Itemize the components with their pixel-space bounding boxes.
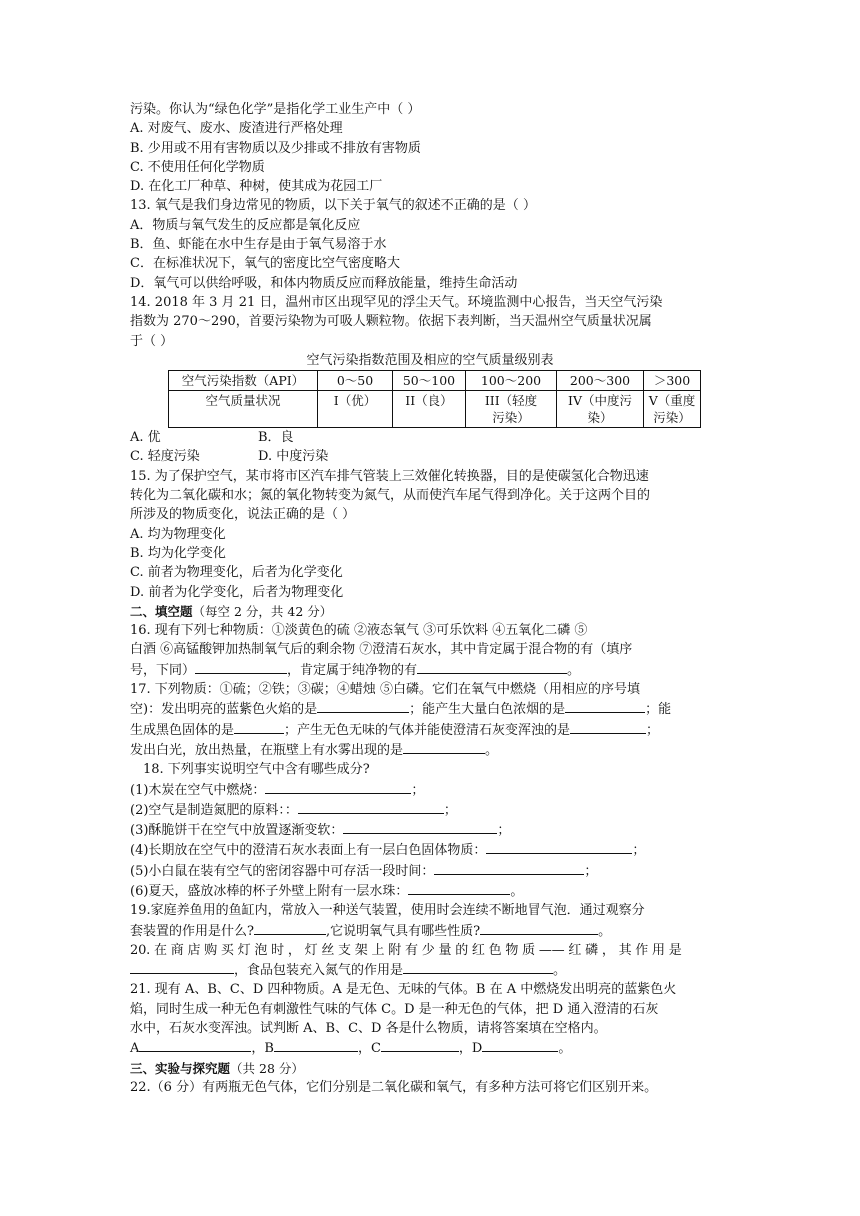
q21-label-a: A [130,1041,140,1057]
q17-blank-blue-flame[interactable] [317,699,409,713]
section-2-note: （每空 2 分，共 42 分） [192,603,333,619]
q20-text: 。 [553,963,567,979]
q17-line-1: 17. 下列物质：①硫；②铁；③碳；④蜡烛 ⑤白磷。它们在氧气中燃烧（用相应的序号填 [130,682,640,698]
cell-line: II（良） [405,393,453,409]
table-cell: 200～300 [557,371,644,391]
table-cell: 空气污染指数（API） [169,371,318,391]
q15-line-1: 15. 为了保护空气，某市将市区汽车排气管装上三效催化转换器，目的是使碳氢化合物迅速 [130,468,649,484]
q21-blank-b[interactable] [274,1038,358,1052]
q19-line-1: 19.家庭养鱼用的鱼缸内，常放入一种送气装置，使用时会连续不断地冒气泡．通过观察分 [130,903,645,919]
q21-end: 。 [558,1041,572,1057]
q18-item-text: (5)小白鼠在装有空气的密闭容器中可存活一段时间： [130,863,435,879]
q21-label-b: ，B [251,1041,274,1057]
q16-line-1: 16. 现有下列七种物质：①淡黄色的硫 ②液态氧气 ③可乐饮料 ④五氧化二磷 ⑤ [130,623,588,639]
q17-line-2 [130,699,730,719]
q14-option-c: C. 轻度污染 [130,449,200,465]
q17-text: ；产生无色无味的气体并能使澄清石灰变浑浊的是 [284,722,571,738]
q17-text: 发出白光，放出热量，在瓶壁上有水雾出现的是 [130,742,404,758]
q14-line-1: 14. 2018 年 3 月 21 日，温州市区出现罕见的浮尘天气。环境监测中心报告，当天空气污染 [130,294,663,310]
q18-item-end: ； [411,782,425,798]
q18-item-6 [130,881,730,901]
q18-item-end: ； [497,823,511,839]
table-cell [644,391,701,428]
q15-option-a: A. 均为物理变化 [130,526,226,542]
q12-option-d: D. 在化工厂种草、种树，使其成为花园工厂 [130,179,383,195]
q19-blank-property[interactable] [480,921,598,935]
table-cell [466,391,557,428]
q16-blank-pure[interactable] [417,660,567,674]
q17-text: 空)：发出明亮的蓝紫色火焰的是 [130,702,318,718]
q18-item-3 [130,820,730,840]
q16-blank-mixtures[interactable] [195,660,287,674]
q14-options-cd [130,447,730,466]
table-cell [318,391,393,428]
q18-item-text: (4)长期放在空气中的澄清石灰水表面上有一层白色固体物质： [130,843,487,859]
q18-item-text: (3)酥脆饼干在空气中放置逐渐变软： [130,823,344,839]
table-cell: 空气质量状况 [169,391,318,428]
q18-stem: 18. 下列事实说明空气中含有哪些成分? [143,762,370,778]
section-3-note: （共 28 分） [230,1060,304,1076]
q15-option-d: D. 前者为化学变化，后者为物理变化 [130,584,344,600]
cell-line: 污染） [653,410,691,426]
q16-text-b: ，肯定属于纯净物的有 [287,662,418,678]
api-table-header-row [169,371,701,391]
q18-item-end: ； [632,843,646,859]
q18-blank-3[interactable] [343,820,497,834]
q17-line-4 [130,740,730,760]
q21-label-d: ，D [458,1041,483,1057]
q14-line-3: 于（ ） [130,333,174,349]
q20-blank-nitrogen[interactable] [403,960,553,974]
q22-line-1: 22.（6 分）有两瓶无色气体，它们分别是二氧化碳和氧气，有多种方法可将它们区别开来。 [130,1079,658,1095]
q15-line-2: 转化为二氧化碳和水；氮的氧化物转变为氮气，从而使汽车尾气得到净化。关于这两个目的 [130,488,651,504]
q14-option-d: D. 中度污染 [258,449,329,465]
q21-line-1: 21. 现有 A、B、C、D 四种物质。A 是无色、无味的气体。B 在 A 中燃烧发出明亮的蓝紫色火 [130,982,677,998]
q16-line-3 [130,660,730,680]
q12-stem: 污染。你认为“绿色化学”是指化学工业生产中（ ） [130,102,421,117]
q14-options-ab [130,428,730,447]
cell-line: 染） [587,410,613,426]
q16-text-a: 号，下同） [130,662,196,678]
q18-blank-5[interactable] [434,861,584,875]
q20-text: ，食品包装充入氮气的作用是 [234,963,404,979]
exam-page [130,100,730,1097]
q21-blank-a[interactable] [139,1038,251,1052]
q17-blank-black-solid[interactable] [234,720,284,734]
cell-line: IV（中度污 [568,393,632,409]
q18-item-end: 。 [510,883,524,899]
section-2-title: 二、填空题 [130,603,193,619]
q21-line-3: 水中，石灰水变浑浊。试判断 A、B、C、D 各是什么物质，请将答案填在空格内。 [130,1021,607,1037]
section-3-title: 三、实验与探究题 [130,1060,231,1076]
q20-line-1: 20. 在 商 店 购 买 灯 泡 时 ， 灯 丝 支 架 上 附 有 少 量 的 红 色 物 质 —— 红 磷 ， 其 作 用 是 [130,942,682,958]
q18-item-end: ； [584,863,598,879]
q13-stem: 13. 氧气是我们身边常见的物质，以下关于氧气的叙述不正确的是（ ） [130,198,536,214]
q21-blank-d[interactable] [482,1038,558,1052]
q18-item-5 [130,861,730,881]
q18-item-text: (2)空气是制造氮肥的原料：： [130,802,298,818]
api-table [168,370,701,428]
q21-blank-c[interactable] [381,1038,459,1052]
q14-line-2: 指数为 270～290，首要污染物为可吸人颗粒物。依据下表判断，当天温州空气质量状况属 [130,314,652,330]
q19-text: ,它说明氧气具有哪些性质? [325,923,481,939]
q20-line-2 [130,960,730,980]
q12-option-c: C. 不使用任何化学物质 [130,159,265,175]
q21-answers [130,1038,730,1058]
q14-option-b: B．良 [258,430,294,446]
table-cell: ＞300 [644,371,701,391]
table-cell: 100～200 [466,371,557,391]
section-2-heading [130,602,730,621]
q18-item-2 [130,800,730,820]
q17-line-3 [130,720,730,740]
q19-blank-purpose[interactable] [254,921,326,935]
q12-option-b: B. 少用或不用有害物质以及少排或不排放有害物质 [130,140,421,156]
q13-option-d: D．氧气可以供给呼吸，和体内物质反应而释放能量，维持生命活动 [130,275,518,291]
q18-blank-2[interactable] [298,800,444,814]
q16-text-c: 。 [567,662,581,678]
table-cell [557,391,644,428]
cell-line: III（轻度 [484,393,538,409]
q19-text: 。 [598,923,612,939]
q18-item-text: (1)木炭在空气中燃烧： [130,782,266,798]
q21-line-2: 焰，同时生成一种无色有刺激性气味的气体 C。D 是一种无色的气体，把 D 通入澄清的石灰 [130,1001,659,1017]
section-3-heading [130,1059,730,1078]
q13-option-c: C．在标准状况下，氧气的密度比空气密度略大 [130,256,400,272]
cell-line: 污染） [492,410,530,426]
q17-text: 。 [485,742,499,758]
q13-option-b: B．鱼、虾能在水中生存是由于氧气易溶于水 [130,237,387,253]
table-cell [393,391,466,428]
cell-line: I（优） [333,393,377,409]
q17-blank-white-smoke[interactable] [565,699,645,713]
q20-blank-phosphorus[interactable] [130,960,234,974]
q17-text: ；能产生大量白色浓烟的是 [409,702,566,718]
q15-line-3: 所涉及的物质变化，说法正确的是（ ） [130,507,356,523]
q17-blank-white-light[interactable] [403,740,485,754]
q18-blank-1[interactable] [265,780,411,794]
q18-blank-6[interactable] [408,881,510,895]
q14-option-a: A. 优 [130,430,161,446]
q21-label-c: ，C [357,1041,381,1057]
q18-blank-4[interactable] [486,840,632,854]
q13-option-a: A．物质与氧气发生的反应都是氧化反应 [130,217,361,233]
q15-option-c: C. 前者为物理变化，后者为化学变化 [130,565,343,581]
q17-text: 生成黑色固体的是 [130,722,235,738]
table-caption: 空气污染指数范围及相应的空气质量级别表 [306,352,554,368]
q19-text: 套装置的作用是什么? [130,923,254,939]
table-cell: 50～100 [393,371,466,391]
q18-item-1 [130,780,730,800]
q17-text: ；能 [645,702,672,718]
q12-option-a: A. 对废气、废水、废渣进行严格处理 [130,121,343,137]
q16-line-2: 白酒 ⑥高锰酸钾加热制氧气后的剩余物 ⑦澄清石灰水，其中肯定属于混合物的有（填序 [130,642,633,658]
q15-option-b: B. 均为化学变化 [130,545,226,561]
q18-item-text: (6)夏天，盛放冰棒的杯子外壁上附有一层水珠： [130,883,409,899]
q19-line-2 [130,921,730,941]
q18-item-4 [130,840,730,860]
q17-text: ； [646,722,660,738]
q18-item-end: ； [443,802,457,818]
q17-blank-co2[interactable] [570,720,646,734]
cell-line: V（重度 [648,393,696,409]
table-cell: 0～50 [318,371,393,391]
api-table-quality-row [169,391,701,428]
